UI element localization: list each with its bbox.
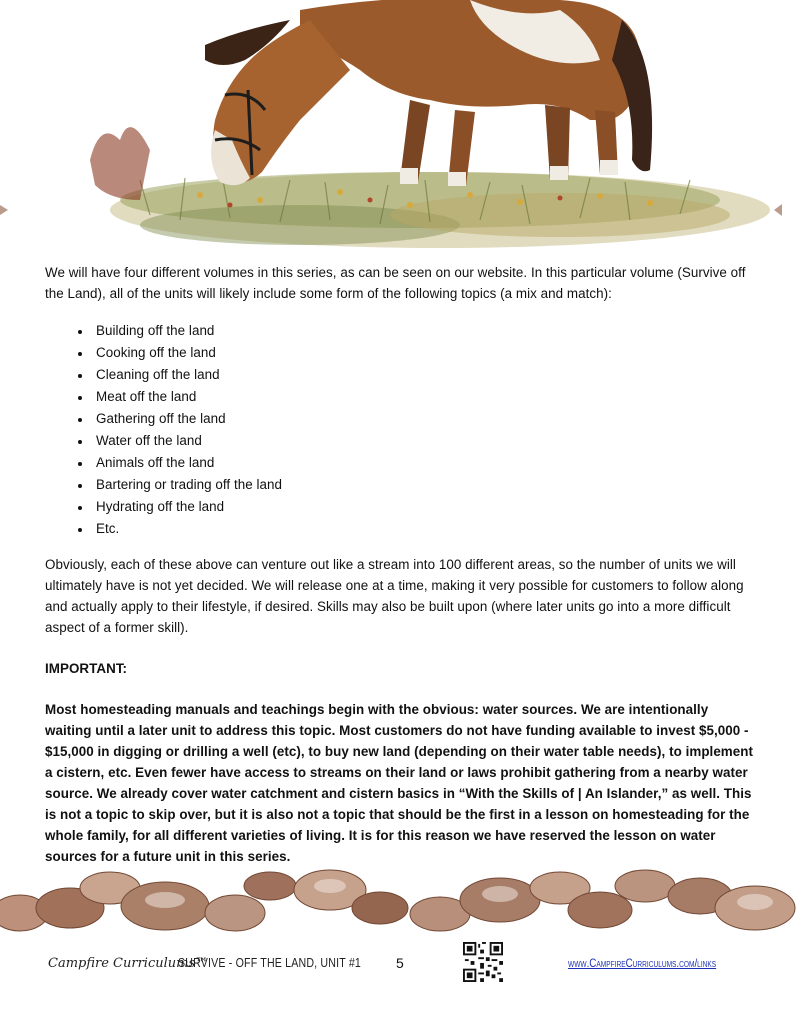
important-paragraph: Most homesteading manuals and teachings begin with the obvious: water sources. We are intentionally waiting until a later unit to address this topic. Most customers do not have funding available to invest $5,000 - $15,000 in digging or drilling a well (etc), to buy new land (depending on their water table needs), to implement a cistern, etc. Even fewer have access to streams on their land or laws prohibit gathering from a nearby water source. We already cover water catchment and cistern basics in “With the Skills of | An Islander,” as well. This is not a topic to skip over, but it is also not a topic that should be the first in a lesson on homesteading for the whole family, for all different varieties of living. It is for this reason we have reserved the lesson on water sources for a future unit in this series.	[45, 702, 754, 864]
page-content	[45, 262, 757, 867]
list-item: • Animals off the land	[92, 452, 757, 474]
page-footer	[0, 938, 800, 998]
list-item: • Water off the land	[92, 430, 757, 452]
unit-title: SURVIVE - OFF THE LAND, UNIT #1	[178, 956, 361, 970]
list-item: • Bartering or trading off the land	[92, 474, 757, 496]
qr-code-icon[interactable]	[463, 942, 503, 982]
brand-logo-text: Campfire Curriculums™	[48, 956, 209, 971]
rock-border-illustration	[0, 858, 800, 938]
website-link[interactable]: www.CampfireCurriculums.com/links	[568, 956, 717, 970]
list-item: • Etc.	[92, 518, 757, 540]
horse-illustration	[0, 0, 800, 255]
left-edge-decoration	[0, 200, 12, 220]
list-item: • Meat off the land	[92, 386, 757, 408]
important-heading: IMPORTANT:	[45, 661, 128, 676]
list-item: • Gathering off the land	[92, 408, 757, 430]
list-item: • Cooking off the land	[92, 342, 757, 364]
units-paragraph: Obviously, each of these above can venture out like a stream into 100 different areas, so the number of units we will ultimately have is not yet decided. We will release one at a time, making it very possible for customers to follow along and actually apply to their lifestyle, if desired. Skills may also be built upon (where later units go into a more difficult aspect of a former skill).	[45, 557, 744, 635]
right-edge-decoration	[770, 200, 782, 220]
topics-list	[45, 320, 757, 540]
page-number: 5	[396, 955, 404, 971]
list-item: • Cleaning off the land	[92, 364, 757, 386]
list-item: • Hydrating off the land	[92, 496, 757, 518]
list-item: • Building off the land	[92, 320, 757, 342]
intro-paragraph: We will have four different volumes in this series, as can be seen on our website. In this particular volume (Survive off the Land), all of the units will likely include some form of the following topics (a mix and match):	[45, 265, 746, 301]
